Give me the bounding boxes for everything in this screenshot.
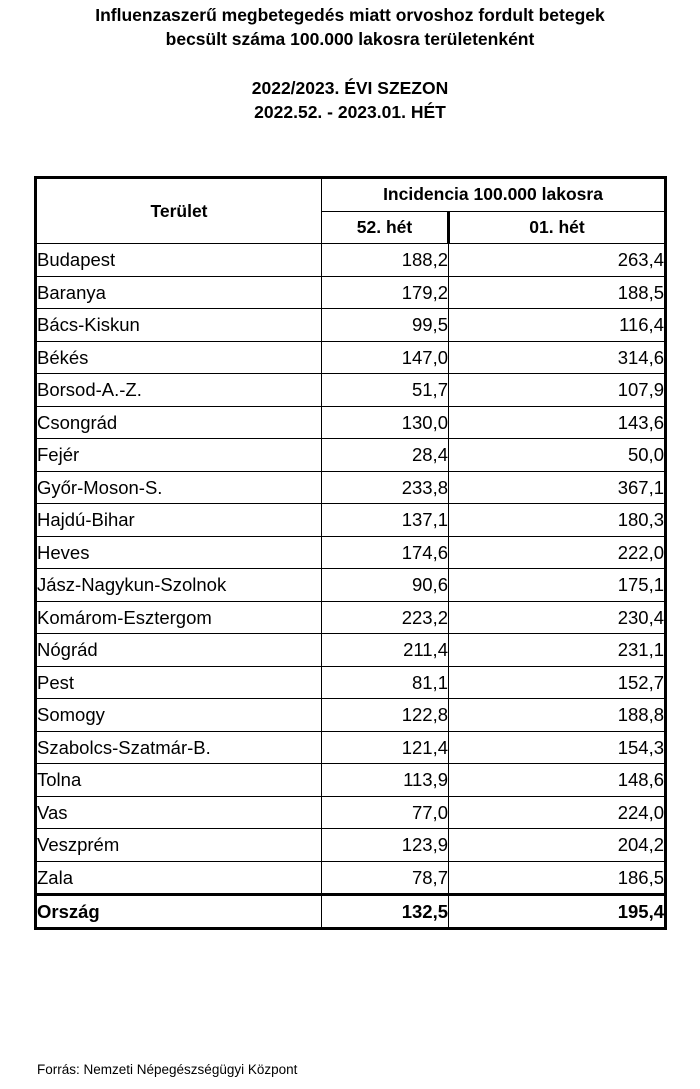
cell-area: Békés xyxy=(36,341,322,374)
table-row xyxy=(36,699,666,732)
cell-area: Jász-Nagykun-Szolnok xyxy=(36,569,322,602)
table-body xyxy=(36,244,666,929)
weeks-range-label: 2022.52. - 2023.01. HÉT xyxy=(254,102,446,122)
cell-week-52: 51,7 xyxy=(322,374,449,407)
cell-week-01: 152,7 xyxy=(449,666,666,699)
total-week-52: 132,5 xyxy=(322,895,449,929)
table-row xyxy=(36,764,666,797)
cell-area: Bács-Kiskun xyxy=(36,309,322,342)
cell-week-01: 230,4 xyxy=(449,601,666,634)
cell-area: Csongrád xyxy=(36,406,322,439)
cell-week-52: 137,1 xyxy=(322,504,449,537)
cell-area: Győr-Moson-S. xyxy=(36,471,322,504)
cell-week-01: 143,6 xyxy=(449,406,666,439)
cell-week-01: 188,8 xyxy=(449,699,666,732)
table-header-row xyxy=(36,178,666,212)
cell-area: Pest xyxy=(36,666,322,699)
cell-week-52: 211,4 xyxy=(322,634,449,667)
cell-week-52: 113,9 xyxy=(322,764,449,797)
table-row xyxy=(36,374,666,407)
source-note: Forrás: Nemzeti Népegészségügyi Központ xyxy=(37,1062,298,1077)
cell-week-01: 154,3 xyxy=(449,731,666,764)
table-row xyxy=(36,569,666,602)
table-row xyxy=(36,634,666,667)
table-row xyxy=(36,309,666,342)
table-row xyxy=(36,276,666,309)
total-week-01: 195,4 xyxy=(449,895,666,929)
cell-week-01: 263,4 xyxy=(449,244,666,277)
cell-week-52: 81,1 xyxy=(322,666,449,699)
total-area: Ország xyxy=(36,895,322,929)
cell-week-52: 123,9 xyxy=(322,829,449,862)
cell-week-52: 179,2 xyxy=(322,276,449,309)
cell-area: Vas xyxy=(36,796,322,829)
cell-week-52: 223,2 xyxy=(322,601,449,634)
cell-week-52: 28,4 xyxy=(322,439,449,472)
cell-week-52: 122,8 xyxy=(322,699,449,732)
cell-week-01: 204,2 xyxy=(449,829,666,862)
header-incidence: Incidencia 100.000 lakosra xyxy=(322,178,666,212)
cell-week-52: 233,8 xyxy=(322,471,449,504)
table-row xyxy=(36,244,666,277)
cell-week-01: 231,1 xyxy=(449,634,666,667)
cell-week-52: 147,0 xyxy=(322,341,449,374)
cell-week-01: 148,6 xyxy=(449,764,666,797)
table-row xyxy=(36,471,666,504)
cell-week-52: 121,4 xyxy=(322,731,449,764)
cell-week-01: 222,0 xyxy=(449,536,666,569)
cell-area: Szabolcs-Szatmár-B. xyxy=(36,731,322,764)
cell-week-01: 50,0 xyxy=(449,439,666,472)
cell-week-01: 107,9 xyxy=(449,374,666,407)
cell-area: Hajdú-Bihar xyxy=(36,504,322,537)
cell-area: Borsod-A.-Z. xyxy=(36,374,322,407)
cell-week-52: 99,5 xyxy=(322,309,449,342)
cell-week-52: 130,0 xyxy=(322,406,449,439)
header-week-01: 01. hét xyxy=(449,211,666,244)
table-total-row xyxy=(36,895,666,929)
table-row xyxy=(36,439,666,472)
cell-week-52: 188,2 xyxy=(322,244,449,277)
title-line-1: Influenzaszerű megbetegedés miatt orvoshoz fordult betegek xyxy=(95,5,605,25)
cell-week-01: 367,1 xyxy=(449,471,666,504)
cell-area: Tolna xyxy=(36,764,322,797)
cell-area: Somogy xyxy=(36,699,322,732)
cell-week-52: 174,6 xyxy=(322,536,449,569)
table-row xyxy=(36,406,666,439)
table-row xyxy=(36,666,666,699)
cell-week-01: 186,5 xyxy=(449,861,666,895)
cell-area: Veszprém xyxy=(36,829,322,862)
table-row xyxy=(36,601,666,634)
cell-area: Zala xyxy=(36,861,322,895)
cell-area: Fejér xyxy=(36,439,322,472)
cell-week-52: 77,0 xyxy=(322,796,449,829)
cell-week-52: 78,7 xyxy=(322,861,449,895)
cell-area: Budapest xyxy=(36,244,322,277)
season-label: 2022/2023. ÉVI SZEZON xyxy=(251,78,449,98)
cell-week-01: 180,3 xyxy=(449,504,666,537)
table-row xyxy=(36,504,666,537)
table-row xyxy=(36,796,666,829)
cell-area: Baranya xyxy=(36,276,322,309)
header-week-52: 52. hét xyxy=(322,211,449,244)
cell-area: Nógrád xyxy=(36,634,322,667)
cell-week-01: 116,4 xyxy=(449,309,666,342)
table-row xyxy=(36,536,666,569)
cell-area: Komárom-Esztergom xyxy=(36,601,322,634)
table-row xyxy=(36,861,666,895)
cell-week-01: 314,6 xyxy=(449,341,666,374)
cell-week-01: 224,0 xyxy=(449,796,666,829)
table-row xyxy=(36,341,666,374)
cell-area: Heves xyxy=(36,536,322,569)
table-row xyxy=(36,829,666,862)
cell-week-52: 90,6 xyxy=(322,569,449,602)
title-line-2: becsült száma 100.000 lakosra területenként xyxy=(165,29,535,49)
cell-week-01: 188,5 xyxy=(449,276,666,309)
header-area: Terület xyxy=(36,178,322,244)
cell-week-01: 175,1 xyxy=(449,569,666,602)
table-row xyxy=(36,731,666,764)
incidence-table xyxy=(34,176,667,930)
